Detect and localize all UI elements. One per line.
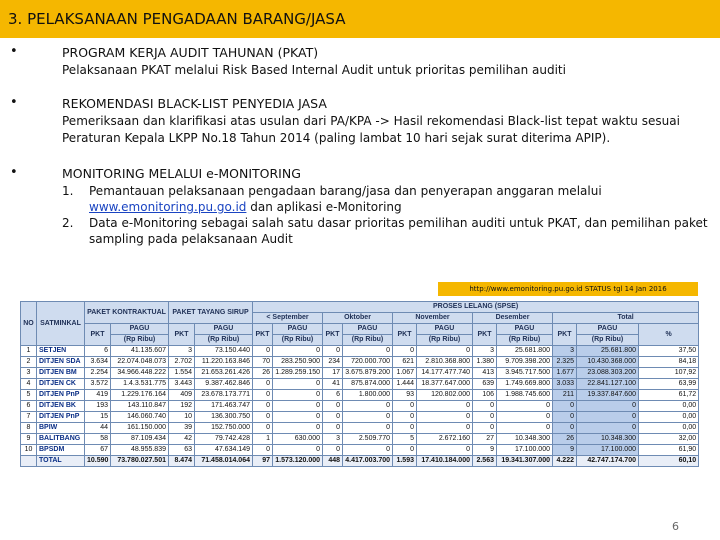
table-cell: 4 bbox=[21, 379, 37, 390]
table-cell: 0 bbox=[577, 412, 639, 423]
table-cell: 1.067 bbox=[393, 368, 417, 379]
table-cell: 0 bbox=[417, 401, 473, 412]
table-cell: 0 bbox=[253, 346, 273, 357]
col-pagu-unit: (Rp Ribu) bbox=[497, 335, 553, 346]
table-cell: 5 bbox=[21, 390, 37, 401]
table-cell: BALITBANG bbox=[37, 434, 85, 445]
table-cell: 32,00 bbox=[639, 434, 699, 445]
table-cell: 6 bbox=[323, 390, 343, 401]
table-row bbox=[21, 401, 699, 412]
table-cell: 0 bbox=[577, 401, 639, 412]
table-cell: 1.289.259.150 bbox=[273, 368, 323, 379]
table-cell: 23.088.303.200 bbox=[577, 368, 639, 379]
list-item bbox=[62, 183, 710, 215]
table-cell: 10.590 bbox=[85, 456, 111, 467]
page-title: 3. PELAKSANAAN PENGADAAN BARANG/JASA bbox=[8, 10, 346, 28]
table-cell: 5 bbox=[393, 434, 417, 445]
table-cell: 0 bbox=[553, 401, 577, 412]
table-cell: 0 bbox=[393, 401, 417, 412]
col-pagu: PAGU bbox=[577, 324, 639, 335]
table-cell: 0 bbox=[417, 346, 473, 357]
table-cell: 2.702 bbox=[169, 357, 195, 368]
table-cell: 17.100.000 bbox=[577, 445, 639, 456]
table-cell: 0 bbox=[323, 445, 343, 456]
table-cell: 120.802.000 bbox=[417, 390, 473, 401]
table-cell: 0 bbox=[273, 390, 323, 401]
table-cell: 3 bbox=[473, 346, 497, 357]
table-body bbox=[21, 346, 699, 467]
section-pkat bbox=[10, 44, 710, 79]
emonitoring-link[interactable]: www.emonitoring.pu.go.id bbox=[89, 200, 247, 214]
table-cell: 621 bbox=[393, 357, 417, 368]
table-cell: 875.874.000 bbox=[343, 379, 393, 390]
table-cell: 192 bbox=[169, 401, 195, 412]
data-table-wrapper bbox=[20, 301, 698, 512]
table-cell: 0 bbox=[473, 412, 497, 423]
table-cell: 3.033 bbox=[553, 379, 577, 390]
col-pagu-unit: (Rp Ribu) bbox=[417, 335, 473, 346]
table-cell: 419 bbox=[85, 390, 111, 401]
col-pkt: PKT bbox=[85, 324, 111, 346]
table-cell: DITJEN PnP bbox=[37, 390, 85, 401]
col-pkt: PKT bbox=[393, 324, 417, 346]
table-cell: 71.458.014.064 bbox=[195, 456, 253, 467]
table-cell: 27 bbox=[473, 434, 497, 445]
table-cell: 17 bbox=[323, 368, 343, 379]
table-cell: 0 bbox=[577, 423, 639, 434]
table-cell: 10.348.300 bbox=[497, 434, 553, 445]
table-cell: 15 bbox=[85, 412, 111, 423]
table-cell: 2 bbox=[21, 357, 37, 368]
table-cell: 0 bbox=[343, 346, 393, 357]
col-pagu-unit: (Rp Ribu) bbox=[343, 335, 393, 346]
table-cell: 6 bbox=[21, 401, 37, 412]
section-blacklist bbox=[10, 95, 710, 147]
table-cell: 67 bbox=[85, 445, 111, 456]
table-cell: 1 bbox=[253, 434, 273, 445]
table-cell: 3.634 bbox=[85, 357, 111, 368]
table-cell: 42.747.174.700 bbox=[577, 456, 639, 467]
table-cell: 73.780.027.501 bbox=[111, 456, 169, 467]
table-cell: 2.509.770 bbox=[343, 434, 393, 445]
col-pkt: PKT bbox=[473, 324, 497, 346]
list-number: 2. bbox=[62, 216, 74, 230]
table-cell: 2.563 bbox=[473, 456, 497, 467]
table-cell: 25.681.800 bbox=[497, 346, 553, 357]
table-cell: 34.966.448.222 bbox=[111, 368, 169, 379]
table-cell: 0 bbox=[273, 401, 323, 412]
table-cell: 9 bbox=[473, 445, 497, 456]
table-cell: 1.4.3.531.775 bbox=[111, 379, 169, 390]
col-pkt: PKT bbox=[169, 324, 195, 346]
table-cell: 41.135.607 bbox=[111, 346, 169, 357]
table-cell: 1.573.120.000 bbox=[273, 456, 323, 467]
table-cell: 1.229.176.164 bbox=[111, 390, 169, 401]
table-cell: 17.410.184.000 bbox=[417, 456, 473, 467]
table-cell: 0 bbox=[323, 401, 343, 412]
table-cell: 0 bbox=[393, 423, 417, 434]
table-cell: 42 bbox=[169, 434, 195, 445]
table-cell: 106 bbox=[473, 390, 497, 401]
col-pkt: PKT bbox=[323, 324, 343, 346]
table-cell: 10.348.300 bbox=[577, 434, 639, 445]
table-cell: 2.325 bbox=[553, 357, 577, 368]
table-cell: 1.593 bbox=[393, 456, 417, 467]
col-no: NO bbox=[21, 302, 37, 346]
table-cell: 0 bbox=[343, 412, 393, 423]
table-cell: 0 bbox=[323, 412, 343, 423]
col-satminkal: SATMINKAL bbox=[37, 302, 85, 346]
table-cell: 720.000.700 bbox=[343, 357, 393, 368]
table-cell: 0 bbox=[497, 412, 553, 423]
table-cell: 0 bbox=[273, 379, 323, 390]
table-cell: 146.060.740 bbox=[111, 412, 169, 423]
section-title: PROGRAM KERJA AUDIT TAHUNAN (PKAT) bbox=[62, 45, 319, 60]
table-row bbox=[21, 346, 699, 357]
table-cell: 6 bbox=[85, 346, 111, 357]
table-cell: 4.417.003.700 bbox=[343, 456, 393, 467]
table-cell: 0 bbox=[343, 423, 393, 434]
table-total-row bbox=[21, 456, 699, 467]
table-cell: 0 bbox=[273, 346, 323, 357]
table-cell: 73.150.440 bbox=[195, 346, 253, 357]
table-cell: 61,90 bbox=[639, 445, 699, 456]
table-cell: 10 bbox=[21, 445, 37, 456]
table-cell: 1.677 bbox=[553, 368, 577, 379]
table-cell: 0 bbox=[273, 412, 323, 423]
table-cell: 0 bbox=[417, 445, 473, 456]
period-header: Total bbox=[553, 313, 699, 324]
table-cell: DITJEN PnP bbox=[37, 412, 85, 423]
table-cell: 3.443 bbox=[169, 379, 195, 390]
table-cell: 0 bbox=[417, 412, 473, 423]
table-cell: 48.955.839 bbox=[111, 445, 169, 456]
table-cell: 1.800.000 bbox=[343, 390, 393, 401]
table-cell: 10 bbox=[169, 412, 195, 423]
col-pagu: PAGU bbox=[343, 324, 393, 335]
table-cell: BPIW bbox=[37, 423, 85, 434]
period-header: November bbox=[393, 313, 473, 324]
table-cell: 211 bbox=[553, 390, 577, 401]
table-cell: 1 bbox=[21, 346, 37, 357]
table-cell: 630.000 bbox=[273, 434, 323, 445]
table-cell: 107,92 bbox=[639, 368, 699, 379]
source-note: http://www.emonitoring.pu.go.id STATUS tgl 14 Jan 2016 bbox=[438, 282, 698, 296]
table-row bbox=[21, 412, 699, 423]
title-bar bbox=[0, 0, 720, 38]
table-cell: DITJEN BM bbox=[37, 368, 85, 379]
table-cell: 93 bbox=[393, 390, 417, 401]
table-cell: 0 bbox=[323, 346, 343, 357]
table-cell: 70 bbox=[253, 357, 273, 368]
col-pkt: PKT bbox=[253, 324, 273, 346]
table-cell: 3 bbox=[323, 434, 343, 445]
table-cell: 63 bbox=[169, 445, 195, 456]
table-cell: DITJEN BK bbox=[37, 401, 85, 412]
table-row bbox=[21, 379, 699, 390]
bullet-icon: • bbox=[10, 95, 18, 110]
table-cell: 1.749.669.800 bbox=[497, 379, 553, 390]
table-cell: 44 bbox=[85, 423, 111, 434]
section-title: MONITORING MELALUI e-MONITORING bbox=[62, 166, 301, 181]
col-pagu: PAGU bbox=[417, 324, 473, 335]
list-item bbox=[62, 215, 710, 247]
list-text: Data e-Monitoring sebagai salah satu dasar prioritas pemilihan auditi untuk PKAT, dan pemilihan paket sampling pada pelaksanaan Audit bbox=[89, 216, 708, 246]
table-cell: 0,00 bbox=[639, 423, 699, 434]
table-cell bbox=[21, 456, 37, 467]
list-text: Pemantauan pelaksanaan pengadaan barang/jasa dan penyerapan anggaran melalui bbox=[89, 184, 602, 198]
table-cell: 8.474 bbox=[169, 456, 195, 467]
procurement-table bbox=[20, 301, 699, 467]
table-row bbox=[21, 368, 699, 379]
table-cell: 3.675.879.200 bbox=[343, 368, 393, 379]
col-pagu-unit: (Rp Ribu) bbox=[577, 335, 639, 346]
content-sections bbox=[10, 44, 710, 259]
table-cell: 3.945.717.500 bbox=[497, 368, 553, 379]
table-cell: DITJEN SDA bbox=[37, 357, 85, 368]
section-monitoring bbox=[10, 165, 710, 247]
col-pagu-unit: (Rp Ribu) bbox=[111, 335, 169, 346]
table-cell: 1.554 bbox=[169, 368, 195, 379]
table-cell: 3 bbox=[21, 368, 37, 379]
table-cell: 171.463.747 bbox=[195, 401, 253, 412]
col-paket-tayang: PAKET TAYANG SIRUP bbox=[169, 302, 253, 324]
table-cell: 0 bbox=[253, 390, 273, 401]
section-title: REKOMENDASI BLACK-LIST PENYEDIA JASA bbox=[62, 96, 327, 111]
table-cell: 9.387.462.846 bbox=[195, 379, 253, 390]
table-cell: 3 bbox=[553, 346, 577, 357]
table-row bbox=[21, 434, 699, 445]
table-cell: 63,99 bbox=[639, 379, 699, 390]
table-cell: 0 bbox=[417, 423, 473, 434]
table-cell: 47.634.149 bbox=[195, 445, 253, 456]
table-cell: 136.300.750 bbox=[195, 412, 253, 423]
table-cell: 0 bbox=[553, 412, 577, 423]
table-cell: 0 bbox=[253, 423, 273, 434]
table-cell: 161.150.000 bbox=[111, 423, 169, 434]
table-cell: BPSDM bbox=[37, 445, 85, 456]
table-cell: 0 bbox=[343, 445, 393, 456]
list-text-after: dan aplikasi e-Monitoring bbox=[246, 200, 402, 214]
table-cell: 21.653.261.426 bbox=[195, 368, 253, 379]
bullet-icon: • bbox=[10, 44, 18, 59]
table-cell: 0 bbox=[253, 445, 273, 456]
col-pagu: PAGU bbox=[111, 324, 169, 335]
table-cell: 1.988.745.600 bbox=[497, 390, 553, 401]
table-cell: 0 bbox=[253, 379, 273, 390]
table-cell: 0 bbox=[253, 401, 273, 412]
table-cell: 9.709.398.200 bbox=[497, 357, 553, 368]
table-cell: 0 bbox=[273, 423, 323, 434]
table-cell: 58 bbox=[85, 434, 111, 445]
table-cell: 9 bbox=[21, 434, 37, 445]
table-cell: 0 bbox=[273, 445, 323, 456]
table-cell: 448 bbox=[323, 456, 343, 467]
table-cell: 41 bbox=[323, 379, 343, 390]
table-cell: 3.572 bbox=[85, 379, 111, 390]
monitoring-list bbox=[62, 183, 710, 247]
table-cell: 87.109.434 bbox=[111, 434, 169, 445]
table-row bbox=[21, 390, 699, 401]
period-header: Oktober bbox=[323, 313, 393, 324]
table-cell: 0 bbox=[473, 401, 497, 412]
table-cell: 193 bbox=[85, 401, 111, 412]
table-cell: 26 bbox=[553, 434, 577, 445]
table-cell: SETJEN bbox=[37, 346, 85, 357]
section-body: Pelaksanaan PKAT melalui Risk Based Internal Audit untuk prioritas pemilihan auditi bbox=[62, 63, 566, 77]
table-cell: 9 bbox=[553, 445, 577, 456]
table-cell: 3 bbox=[169, 346, 195, 357]
table-cell: 234 bbox=[323, 357, 343, 368]
table-cell: 60,10 bbox=[639, 456, 699, 467]
table-cell: 19.341.307.000 bbox=[497, 456, 553, 467]
table-cell: 0 bbox=[473, 423, 497, 434]
table-cell: 413 bbox=[473, 368, 497, 379]
table-cell: 23.678.173.771 bbox=[195, 390, 253, 401]
table-cell: 79.742.428 bbox=[195, 434, 253, 445]
table-row bbox=[21, 357, 699, 368]
table-cell: 0 bbox=[323, 423, 343, 434]
table-cell: 17.100.000 bbox=[497, 445, 553, 456]
col-pagu-unit: (Rp Ribu) bbox=[273, 335, 323, 346]
period-header: Desember bbox=[473, 313, 553, 324]
col-pagu-unit: (Rp Ribu) bbox=[195, 335, 253, 346]
table-cell: 0 bbox=[393, 346, 417, 357]
table-cell: 639 bbox=[473, 379, 497, 390]
table-cell: 1.444 bbox=[393, 379, 417, 390]
table-cell: 84,18 bbox=[639, 357, 699, 368]
table-cell: 143.110.847 bbox=[111, 401, 169, 412]
table-cell: 152.750.000 bbox=[195, 423, 253, 434]
table-cell: 8 bbox=[21, 423, 37, 434]
col-proses-lelang: PROSES LELANG (SPSE) bbox=[253, 302, 699, 313]
table-cell: 18.377.647.000 bbox=[417, 379, 473, 390]
table-cell: 11.220.163.846 bbox=[195, 357, 253, 368]
table-cell: 0 bbox=[497, 423, 553, 434]
table-cell: 61,72 bbox=[639, 390, 699, 401]
table-cell: 0 bbox=[393, 445, 417, 456]
col-pkt: PKT bbox=[553, 324, 577, 346]
table-cell: 26 bbox=[253, 368, 273, 379]
table-cell: 97 bbox=[253, 456, 273, 467]
table-cell: 37,50 bbox=[639, 346, 699, 357]
table-cell: 4.222 bbox=[553, 456, 577, 467]
col-pagu: PAGU bbox=[273, 324, 323, 335]
col-pagu: PAGU bbox=[497, 324, 553, 335]
table-cell: TOTAL bbox=[37, 456, 85, 467]
table-cell: 10.430.368.000 bbox=[577, 357, 639, 368]
list-number: 1. bbox=[62, 184, 74, 198]
table-row bbox=[21, 423, 699, 434]
period-header: < September bbox=[253, 313, 323, 324]
table-cell: 0,00 bbox=[639, 401, 699, 412]
table-cell: 2.254 bbox=[85, 368, 111, 379]
col-pagu: PAGU bbox=[195, 324, 253, 335]
table-cell: 39 bbox=[169, 423, 195, 434]
table-cell: 0 bbox=[393, 412, 417, 423]
table-cell: 7 bbox=[21, 412, 37, 423]
table-cell: 1.380 bbox=[473, 357, 497, 368]
table-cell: 19.337.847.600 bbox=[577, 390, 639, 401]
bullet-icon: • bbox=[10, 165, 18, 180]
section-body: Pemeriksaan dan klarifikasi atas usulan dari PA/KPA -> Hasil rekomendasi Black-list tepat waktu sesuai Peraturan Kepala LKPP No.18 Tahun 2014 (paling lambat 10 hari sejak surat diterima APIP). bbox=[62, 114, 680, 145]
table-cell: 22.074.048.073 bbox=[111, 357, 169, 368]
table-cell: 2.810.368.800 bbox=[417, 357, 473, 368]
table-cell: 283.250.900 bbox=[273, 357, 323, 368]
col-paket-kontraktual: PAKET KONTRAKTUAL bbox=[85, 302, 169, 324]
col-pct: % bbox=[639, 324, 699, 346]
table-cell: 2.672.160 bbox=[417, 434, 473, 445]
table-cell: 22.841.127.100 bbox=[577, 379, 639, 390]
table-cell: DITJEN CK bbox=[37, 379, 85, 390]
page-number: 6 bbox=[672, 520, 679, 533]
table-cell: 0 bbox=[497, 401, 553, 412]
table-cell: 0 bbox=[343, 401, 393, 412]
table-cell: 0,00 bbox=[639, 412, 699, 423]
table-cell: 409 bbox=[169, 390, 195, 401]
table-cell: 14.177.477.740 bbox=[417, 368, 473, 379]
table-cell: 0 bbox=[253, 412, 273, 423]
table-cell: 25.681.800 bbox=[577, 346, 639, 357]
table-row bbox=[21, 445, 699, 456]
table-cell: 0 bbox=[553, 423, 577, 434]
